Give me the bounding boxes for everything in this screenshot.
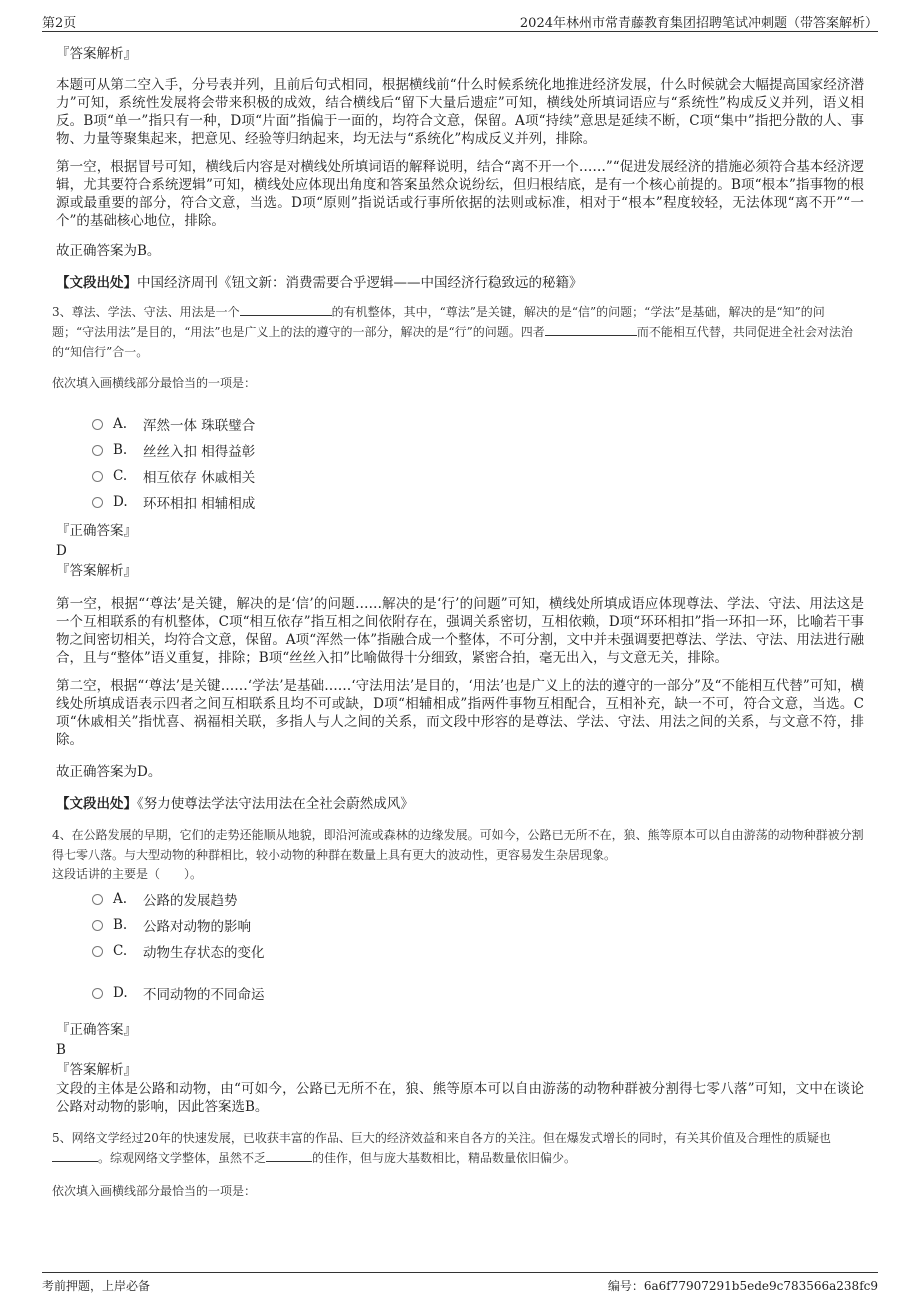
answer-conclusion: 故正确答案为B。 — [56, 243, 161, 259]
analysis-paragraph: 第一空，根据“‘尊法’是关键，解决的是‘信’的问题……解决的是‘行’的问题”可知，横线处所填成语应体现尊法、学法、守法、用法这是一个互相联系的有机整体，C项“相互依存”指互相之间依附存在，强调关系密切，互相依赖，D项“环环相扣”指一环扣一环，比喻若干事物之间密切相关，均符合文意，保留。A项“浑然一体”指融合成一个整体，不可分割，文中并未强调要把尊法、学法、守法、用法进行融合，且与“整体”语义重复，排除；B项“丝丝入扣”比喻做得十分细致，紧密合拍，毫无出入，与文意无关，排除。 — [56, 596, 864, 666]
source-text: 《努力使尊法学法守法用法在全社会蔚然成风》 — [137, 796, 414, 812]
question-4-ask: 这段话讲的主要是（ ）。 — [52, 867, 203, 881]
analysis-tag: 『答案解析』 — [56, 563, 137, 579]
page-header — [42, 10, 878, 32]
source-line — [56, 274, 864, 292]
correct-answer: B — [56, 1042, 66, 1058]
fill-blank — [52, 1149, 98, 1162]
analysis-tag: 『答案解析』 — [56, 46, 137, 62]
question-3-options — [92, 411, 864, 515]
radio-icon[interactable] — [92, 946, 103, 957]
radio-icon[interactable] — [92, 894, 103, 905]
answer-conclusion: 故正确答案为D。 — [56, 764, 162, 780]
correct-answer-tag: 『正确答案』 — [56, 1022, 137, 1038]
option-c[interactable]: C. 相互依存 休戚相关 — [92, 463, 864, 489]
question-3-lead: 依次填入画横线部分最恰当的一项是： — [52, 376, 257, 390]
page-number: 第2页 — [42, 16, 77, 31]
question-4-options — [92, 886, 864, 1006]
analysis-tag: 『答案解析』 — [56, 1062, 137, 1078]
analysis-paragraph: 本题可从第二空入手，分号表并列，且前后句式相同，根据横线前“什么时候系统化地推进经济发展，什么时候就会大幅提高国家经济潜力”可知，系统性发展将会带来积极的成效，结合横线后“留下大量后遗症”可知，横线处所填词语应与“系统性”构成反义并列，语义相反。B项“单一”指只有一种，D项“片面”指偏于一面的，均符合文意，保留。A项“持续”意思是延续不断，C项“集中”指把分散的人、事物、力量等聚集起来，把意见、经验等归纳起来，均无法与“系统化”构成反义并列，排除。 — [56, 77, 864, 147]
correct-answer-tag: 『正确答案』 — [56, 523, 137, 539]
option-d[interactable]: D. 环环相扣 相辅相成 — [92, 489, 864, 515]
radio-icon[interactable] — [92, 445, 103, 456]
question-5-stem: 5、网络文学经过20年的快速发展，已收获丰富的作品、巨大的经济效益和来自各方的关注。但在爆发式增长的同时，有关其价值及合理性的质疑也。综观网络文学整体，虽然不乏 的佳作，但与庞大基数相比，精品数量依旧偏少。 — [52, 1131, 831, 1165]
option-d[interactable]: D. 不同动物的不同命运 — [92, 980, 864, 1006]
option-b[interactable]: B. 公路对动物的影响 — [92, 912, 864, 938]
radio-icon[interactable] — [92, 471, 103, 482]
source-label: 【文段出处】 — [56, 275, 137, 291]
fill-blank — [266, 1149, 312, 1162]
fill-blank — [240, 303, 332, 316]
option-a[interactable]: A. 公路的发展趋势 — [92, 886, 864, 912]
analysis-paragraph: 第二空，根据“‘尊法’是关键……‘学法’是基础……‘守法用法’是目的，‘用法’也是广义上的法的遵守的一部分”及“不能相互代替”可知，横线处所填成语表示四者之间互相联系且均不可或缺，D项“相辅相成”指两件事物互相配合，互相补充，缺一不可，符合文意，当选。C项“休戚相关”指忧喜、祸福相关联，多指人与人之间的关系，而文段中形容的是尊法、学法、守法、用法之间的关系，与文意不符，排除。 — [56, 678, 864, 748]
radio-icon[interactable] — [92, 497, 103, 508]
question-5-lead: 依次填入画横线部分最恰当的一项是： — [52, 1184, 257, 1198]
question-4-stem: 4、在公路发展的早期，它们的走势还能顺从地貌，即沿河流或森林的边缘发展。可如今，公路已无所不在，狼、熊等原本可以自由游荡的动物种群被分割得七零八落。与大型动物的种群相比，较小动物的种群在数量上具有更大的波动性，更容易发生杂居现象。 — [52, 828, 864, 862]
option-c[interactable]: C. 动物生存状态的变化 — [92, 938, 864, 964]
document-code: 编号：6a6f77907291b5ede9c783566a238fc9 — [607, 1279, 878, 1293]
question-3-stem: 3、尊法、学法、守法、用法是一个 的有机整体，其中，“尊法”是关键，解决的是“信”的问题；“学法”是基础，解决的是“知”的问题；“守法用法”是目的，“用法”也是广义上的法的遵守的一部分，解决的是“行”的问题。四者 而不能相互代替，共同促进全社会对法治的“知信行”合一。 — [52, 305, 853, 359]
document-title: 2024年林州市常青藤教育集团招聘笔试冲刺题（带答案解析） — [519, 16, 878, 31]
correct-answer: D — [56, 543, 67, 559]
source-text: 中国经济周刊《钮文新：消费需要合乎逻辑——中国经济行稳致远的秘籍》 — [137, 275, 583, 291]
radio-icon[interactable] — [92, 419, 103, 430]
radio-icon[interactable] — [92, 920, 103, 931]
footer-slogan: 考前押题，上岸必备 — [42, 1279, 151, 1293]
option-b[interactable]: B. 丝丝入扣 相得益彰 — [92, 437, 864, 463]
analysis-paragraph: 第一空，根据冒号可知，横线后内容是对横线处所填词语的解释说明，结合“离不开一个……”“促进发展经济的措施必须符合基本经济逻辑，尤其要符合系统逻辑”可知，横线处应体现出角度和答案虽然众说纷纭，但归根结底，是有一个核心前提的。B项“根本”指事物的根源或最重要的部分，符合文意，当选。D项“原则”指说话或行事所依据的法则或标准，相对于“根本”程度较轻，无法体现“离不开”“一个”的基础核心地位，排除。 — [56, 159, 864, 229]
fill-blank — [545, 323, 637, 336]
document-body — [52, 44, 864, 1199]
analysis-paragraph: 文段的主体是公路和动物，由“可如今，公路已无所不在，狼、熊等原本可以自由游荡的动物种群被分割得七零八落”可知，文中在谈论公路对动物的影响，因此答案选B。 — [56, 1081, 864, 1115]
source-label: 【文段出处】 — [56, 796, 137, 812]
page-footer — [42, 1272, 878, 1294]
radio-icon[interactable] — [92, 988, 103, 999]
source-line — [56, 795, 864, 813]
option-a[interactable]: A. 浑然一体 珠联璧合 — [92, 411, 864, 437]
